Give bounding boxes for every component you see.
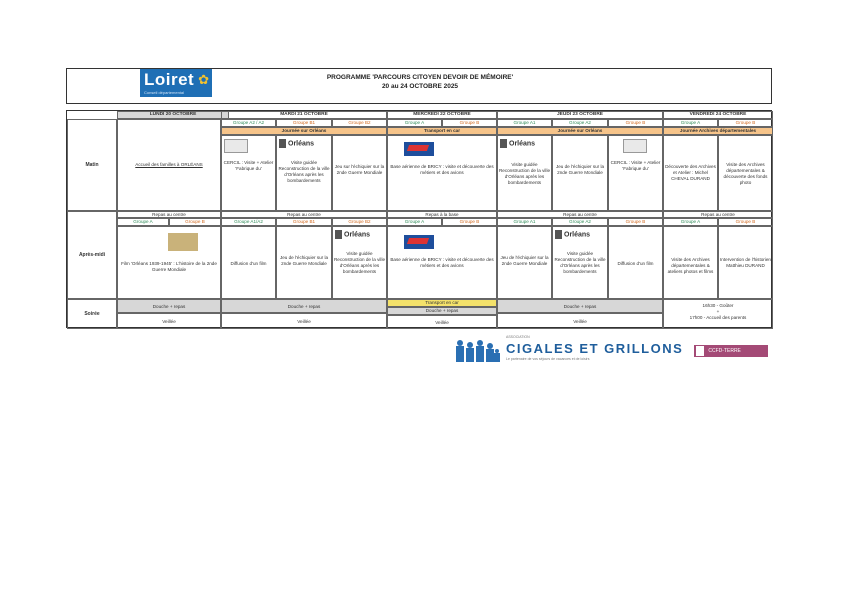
group-label: Groupe B xyxy=(718,119,773,127)
evening-cell: Douche + repas xyxy=(221,299,387,313)
evening-cell: Veillée xyxy=(497,313,663,329)
group-label: Groupe A1 xyxy=(497,218,552,226)
activity-cell xyxy=(608,135,663,211)
day-header-thursday: JEUDI 23 OCTOBRE xyxy=(497,111,663,119)
activity-cell xyxy=(332,226,387,299)
activity-cell xyxy=(552,226,608,299)
orleans-text: Orléans xyxy=(288,140,315,148)
activity-text: Visite guidée Reconstruction de la ville d'Orléans après les bombardements xyxy=(278,160,330,183)
evening-cell: Douche + repas xyxy=(497,299,663,313)
group-label: Groupe A xyxy=(387,119,442,127)
evening-line: 17h00 - Accueil des parents xyxy=(689,315,747,320)
orleans-logo xyxy=(500,139,550,151)
group-label: Groupe B1 xyxy=(276,218,332,226)
evening-cell: Veillée xyxy=(221,313,387,329)
orleans-text: Orléans xyxy=(564,231,591,239)
banner-wednesday: Transport en car xyxy=(387,127,497,135)
activity-cell xyxy=(276,135,332,211)
activity-cell: Jeu de l'échiquier sur la 2nde Guerre Mondiale xyxy=(552,135,608,211)
group-label: Groupe A xyxy=(387,218,442,226)
orleans-logo xyxy=(279,139,329,151)
orleans-text: Orléans xyxy=(509,140,536,148)
title-line-2: 20 au 24 OCTOBRE 2025 xyxy=(381,83,459,90)
org-name: CIGALES ET GRILLONS xyxy=(506,341,684,356)
activity-cell: Découverte des Archives et Atelier : Michel CHEVAL DURAND xyxy=(663,135,718,211)
evening-cell: Veillée xyxy=(117,313,221,329)
day-header-friday: VENDREDI 24 OCTOBRE xyxy=(663,111,773,119)
activity-cell: Jeu sur l'échiquier sur la 2nde Guerre Mondiale xyxy=(332,135,387,211)
program-title xyxy=(230,73,610,91)
evening-cell: Douche + repas xyxy=(117,299,221,313)
air-base-logo xyxy=(404,142,434,156)
orleans-text: Orléans xyxy=(344,231,371,239)
film-poster-image xyxy=(168,233,198,251)
cercil-logo xyxy=(623,139,647,153)
leaf-icon: ✿ xyxy=(198,72,209,87)
activity-cell xyxy=(117,226,221,299)
monday-morning: Accueil des familles à ORLÉANS xyxy=(117,119,221,211)
org-tagline: Le partenaire de vos séjours de vacances et de loisirs xyxy=(506,357,590,361)
title-line-1: PROGRAMME 'PARCOURS CITOYEN DEVOIR DE MÉMOIRE' xyxy=(326,74,514,81)
group-label: Groupe B2 xyxy=(332,218,387,226)
group-label: Groupe A xyxy=(663,218,718,226)
group-label: Groupe A xyxy=(663,119,718,127)
day-header-wednesday: MERCREDI 22 OCTOBRE xyxy=(387,111,497,119)
group-label: Groupe B2 xyxy=(332,119,387,127)
group-label: Groupe A1/A2 xyxy=(221,218,276,226)
orleans-mark-icon xyxy=(555,230,562,239)
activity-text: Base aérienne de BRICY : visite et découverte des métiers et des avions xyxy=(390,257,494,268)
orleans-logo xyxy=(555,230,605,242)
activity-cell: Visite des Archives départementales & découverte des fonds photo xyxy=(718,135,773,211)
group-label: Groupe A1 xyxy=(497,119,552,127)
logo-subtitle: Conseil départemental xyxy=(144,90,185,95)
activity-cell: Diffusion d'un film xyxy=(608,226,663,299)
logo-text: Loiret xyxy=(144,70,195,89)
activity-text: Film 'Orléans 1939-1945' : L'histoire de la 2nde Guerre Mondiale xyxy=(121,261,217,272)
day-header-monday: LUNDI 20 OCTOBRE xyxy=(117,111,229,119)
group-label: Groupe B1 xyxy=(276,119,332,127)
lunch-cell: Repas au centre xyxy=(497,211,663,218)
activity-cell: Jeu de l'échiquier sur la 2nde Guerre Mondiale xyxy=(497,226,552,299)
evening-cell-friday xyxy=(663,299,773,329)
lunch-cell: Repas au centre xyxy=(663,211,773,218)
lunch-cell: Repas à la base xyxy=(387,211,497,218)
schedule-grid xyxy=(66,110,772,328)
group-label: Groupe B xyxy=(169,218,221,226)
group-label: Groupe A2 / A2 xyxy=(221,119,276,127)
activity-cell: Visite des Archives départementales & ateliers photos et films xyxy=(663,226,718,299)
evening-cell: Transport en car xyxy=(387,299,497,307)
orleans-mark-icon xyxy=(279,139,286,148)
group-label: Groupe A2 xyxy=(552,119,608,127)
activity-text: Visite guidée Reconstruction de la ville d'Orléans après les bombardements xyxy=(333,251,386,274)
activity-cell xyxy=(497,135,552,211)
banner-friday: Journée Archives départementales xyxy=(663,127,773,135)
partner-name: CCFD-TERRE SOLIDAIRE xyxy=(694,348,741,366)
activity-text: CERCIL : Visite + Atelier 'Fabrique du' xyxy=(223,160,274,171)
activity-cell xyxy=(387,135,497,211)
group-label: Groupe B xyxy=(442,218,497,226)
row-label-afternoon: Après-midi xyxy=(67,211,117,299)
row-label-evening: Soirée xyxy=(67,299,117,329)
lunch-cell: Repas au centre xyxy=(221,211,387,218)
activity-text: Base aérienne de BRICY : visite et découverte des métiers et des avions xyxy=(390,164,494,175)
orleans-mark-icon xyxy=(500,139,507,148)
partner-logo xyxy=(694,345,768,366)
air-base-logo xyxy=(404,235,434,249)
group-label: Groupe A xyxy=(117,218,169,226)
activity-text: Visite guidée Reconstruction de la ville d'Orléans après les bombardements xyxy=(498,162,551,185)
evening-cell: Douche + repas xyxy=(387,307,497,315)
orleans-mark-icon xyxy=(335,230,342,239)
people-silhouettes-icon xyxy=(454,338,500,362)
evening-line: + xyxy=(716,309,720,314)
orleans-logo xyxy=(335,230,385,242)
activity-cell: Intervention de l'historien Matthieu DURAND xyxy=(718,226,773,299)
banner-thursday: Journée sur Orléans xyxy=(497,127,663,135)
activity-cell xyxy=(387,226,497,299)
activity-cell: Jeu de l'échiquier sur la 2nde Guerre Mondiale xyxy=(276,226,332,299)
activity-cell: Diffusion d'un film xyxy=(221,226,276,299)
day-header-tuesday: MARDI 21 OCTOBRE xyxy=(221,111,387,119)
group-label: Groupe A2 xyxy=(552,218,608,226)
row-label-morning: Matin xyxy=(67,119,117,211)
cercil-logo xyxy=(224,139,248,153)
group-label: Groupe B xyxy=(608,218,663,226)
evening-line: 16h30 - Goûter xyxy=(702,303,734,308)
lunch-cell: Repas au centre xyxy=(117,211,221,218)
loiret-logo xyxy=(140,69,212,97)
group-label: Groupe B xyxy=(608,119,663,127)
org-prefix: ASSOCIATION xyxy=(506,335,530,339)
banner-tuesday: Journée sur Orléans xyxy=(221,127,387,135)
activity-cell xyxy=(221,135,276,211)
group-label: Groupe B xyxy=(718,218,773,226)
activity-text: Visite guidée Reconstruction de la ville d'Orléans après les bombardements xyxy=(554,251,606,274)
evening-cell: Veillée xyxy=(387,315,497,329)
activity-text: CERCIL : Visite + Atelier 'Fabrique du' xyxy=(610,160,661,171)
partner-mark-icon xyxy=(696,346,704,356)
group-label: Groupe B xyxy=(442,119,497,127)
